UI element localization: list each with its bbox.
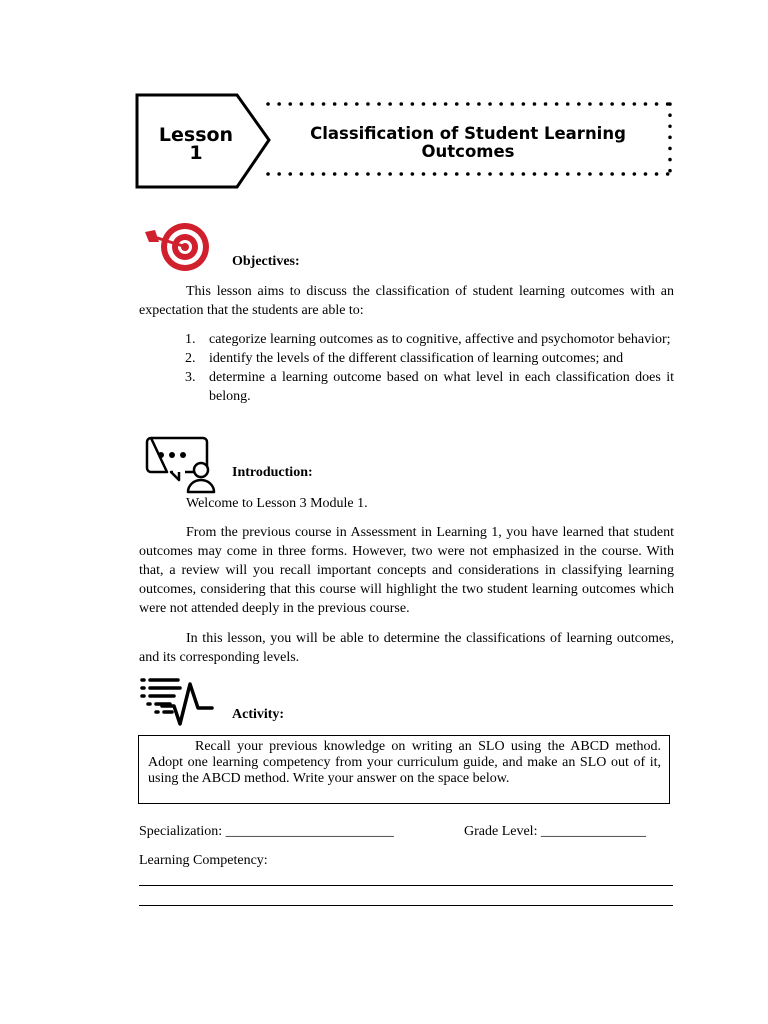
lesson-title xyxy=(282,125,654,161)
lesson-word: Lesson xyxy=(158,124,234,146)
objectives-heading: Objectives: xyxy=(232,254,300,269)
lesson-title-line2: Outcomes xyxy=(421,142,515,161)
activity-instructions-box xyxy=(138,735,670,804)
answer-line-1[interactable] xyxy=(139,885,673,886)
list-number: 1. xyxy=(185,332,196,347)
introduction-heading: Introduction: xyxy=(232,465,313,480)
introduction-paragraph-2: In this lesson, you will be able to determine the classifications of learning outcomes, and its corresponding levels. xyxy=(139,631,674,665)
lesson-label xyxy=(140,126,252,162)
lesson-title-line1: Classification of Student Learning xyxy=(310,124,626,143)
chat-person-icon xyxy=(143,434,219,501)
objectives-intro: This lesson aims to discuss the classification of student learning outcomes with an expectation that the students are able to: xyxy=(139,284,674,318)
learning-competency-label: Learning Competency: xyxy=(139,853,268,868)
introduction-paragraph-1: From the previous course in Assessment in Learning 1, you have learned that student outcomes may come in three forms. However, two were not emphasized in the course. With that, a review will you recall important concepts and considerations in classifying learning outcomes, considering that this course will highlight the two student learning outcomes which were not attended deeply in the previous course. xyxy=(139,525,674,616)
activity-instructions: Recall your previous knowledge on writing an SLO using the ABCD method. Adopt one learning competency from your curriculum guide, and make an SLO out of it, using the ABCD method. Write your answer on the space below. xyxy=(148,739,661,786)
activity-pulse-icon xyxy=(140,676,216,735)
list-number: 2. xyxy=(185,351,196,366)
objectives-list xyxy=(185,330,674,406)
list-text: identify the levels of the different classification of learning outcomes; and xyxy=(209,351,624,366)
list-number: 3. xyxy=(185,370,196,385)
introduction-welcome: Welcome to Lesson 3 Module 1. xyxy=(186,496,368,511)
target-icon xyxy=(143,220,213,279)
list-item xyxy=(185,330,674,349)
answer-line-2[interactable] xyxy=(139,905,673,906)
lesson-number: 1 xyxy=(189,142,203,164)
activity-heading: Activity: xyxy=(232,707,285,722)
specialization-field[interactable]: Specialization: ________________________ xyxy=(139,824,394,839)
grade-level-field[interactable]: Grade Level: _______________ xyxy=(464,824,646,839)
list-item xyxy=(185,349,674,368)
list-text: categorize learning outcomes as to cognitive, affective and psychomotor behavior; xyxy=(209,332,671,347)
list-text: determine a learning outcome based on what level in each classification does it belong. xyxy=(209,370,674,404)
list-item xyxy=(185,368,674,406)
